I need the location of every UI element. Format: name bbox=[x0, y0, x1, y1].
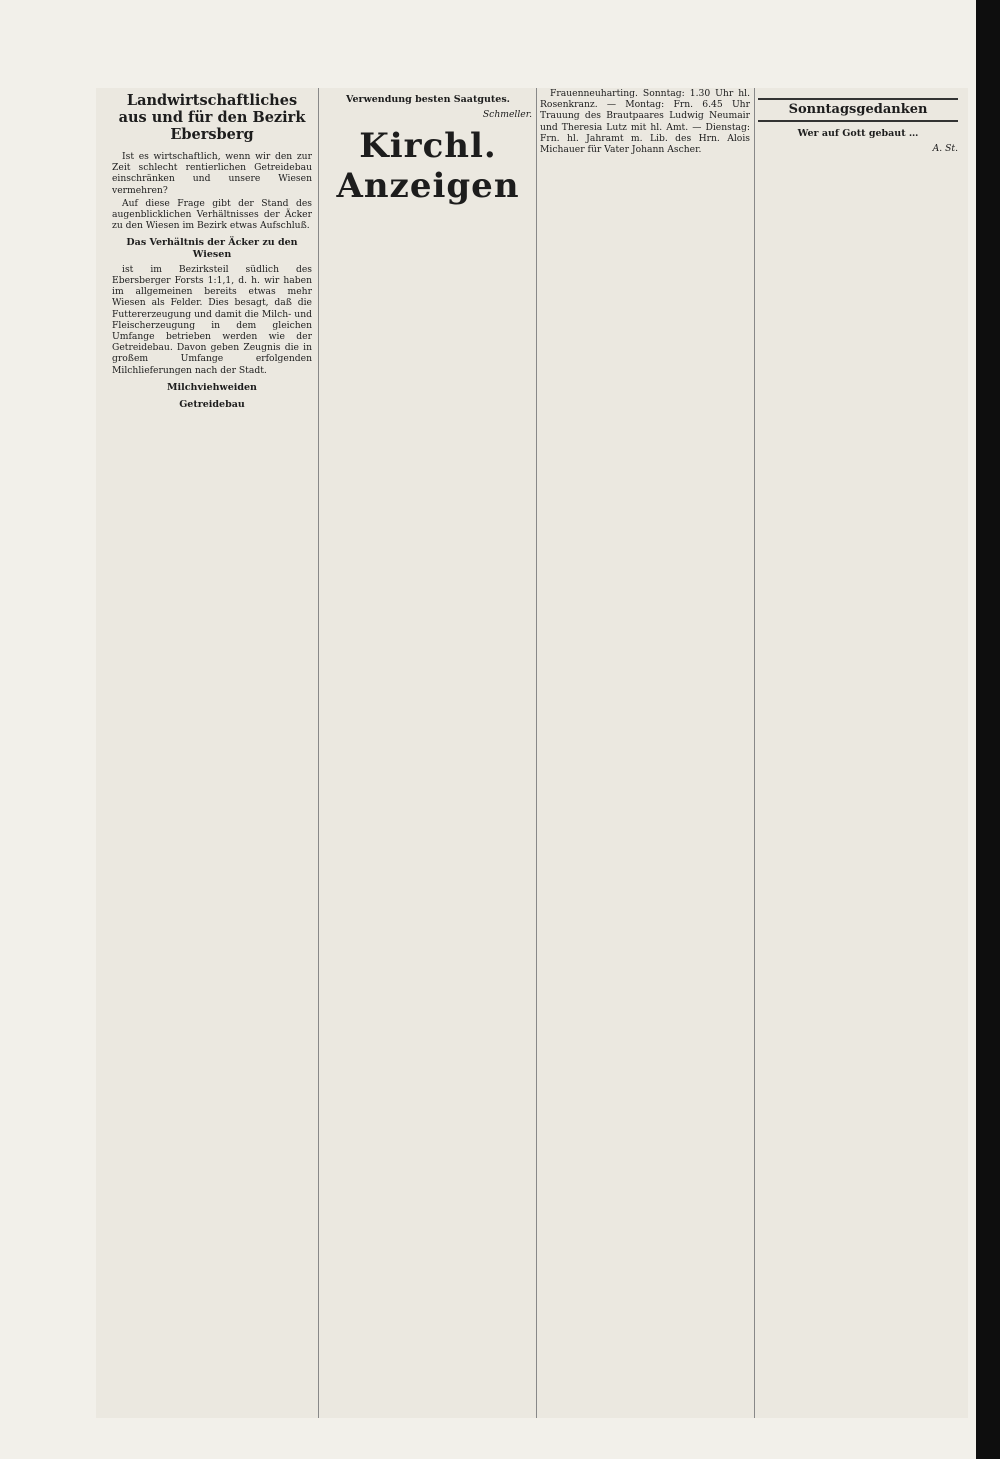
author-signature: A. St. bbox=[932, 143, 958, 155]
subhead-ratio: Das Verhältnis der Äcker zu den Wiesen bbox=[126, 237, 298, 260]
sunday-thoughts-subtitle: Wer auf Gott gebaut … bbox=[797, 128, 919, 139]
author-signature: Schmeller. bbox=[482, 109, 532, 121]
column-rule bbox=[536, 88, 537, 1418]
agriculture-headline: Landwirtschaftliches aus und für den Bezirk Ebersberg bbox=[118, 92, 306, 143]
column-rule bbox=[754, 88, 755, 1418]
paragraph: Frauenneuharting. Sonntag: 1.30 Uhr hl. Rosenkranz. — Montag: Frn. 6.45 Uhr Trauung des Brautpaares Ludwig Neumair und Theresia Lutz mit hl. Amt. — Dienstag: Frn. hl. Jahramt m. Lib. des Hrn. Alois Michauer für Vater Johann Ascher. bbox=[540, 88, 750, 156]
paragraph: Auf diese Frage gibt der Stand des augenblicklichen Verhältnisses der Äcker zu den Wiesen im Bezirk etwas Aufschluß. bbox=[112, 197, 312, 232]
column-agriculture bbox=[112, 88, 312, 1418]
newspaper-page bbox=[96, 88, 968, 1418]
column-sunday-thoughts bbox=[758, 88, 958, 1418]
paragraph: Ist es wirtschaftlich, wenn wir den zur Zeit schlecht rentierlichen Getreidebau einschränken und unsere Wiesen vermehren? bbox=[112, 151, 312, 196]
column-parish-schedules bbox=[540, 88, 750, 1418]
subhead-seed: Verwendung besten Saatgutes. bbox=[346, 94, 510, 105]
paragraph: ist im Bezirksteil südlich des Ebersberger Forsts 1:1,1, d. h. wir haben im allgemeinen bereits etwas mehr Wiesen als Felder. Dies besagt, daß die Futtererzeugung und damit die Milch- und Fleischerzeugung in dem gleichen Umfange betrieben werden wie der Getreidebau. Davon geben Zeugnis die in großem Umfange erfolgenden Milchlieferungen nach der Stadt. bbox=[112, 263, 312, 376]
subhead-pastures: Milchviehweiden bbox=[167, 381, 257, 393]
column-church-notices bbox=[324, 88, 532, 1418]
scan-edge bbox=[976, 0, 1000, 1459]
subhead-grain: Getreidebau bbox=[179, 399, 245, 411]
church-notices-title: Kirchl. Anzeigen bbox=[336, 126, 520, 207]
column-rule bbox=[318, 88, 319, 1418]
sunday-thoughts-title: Sonntagsgedanken bbox=[758, 98, 958, 122]
